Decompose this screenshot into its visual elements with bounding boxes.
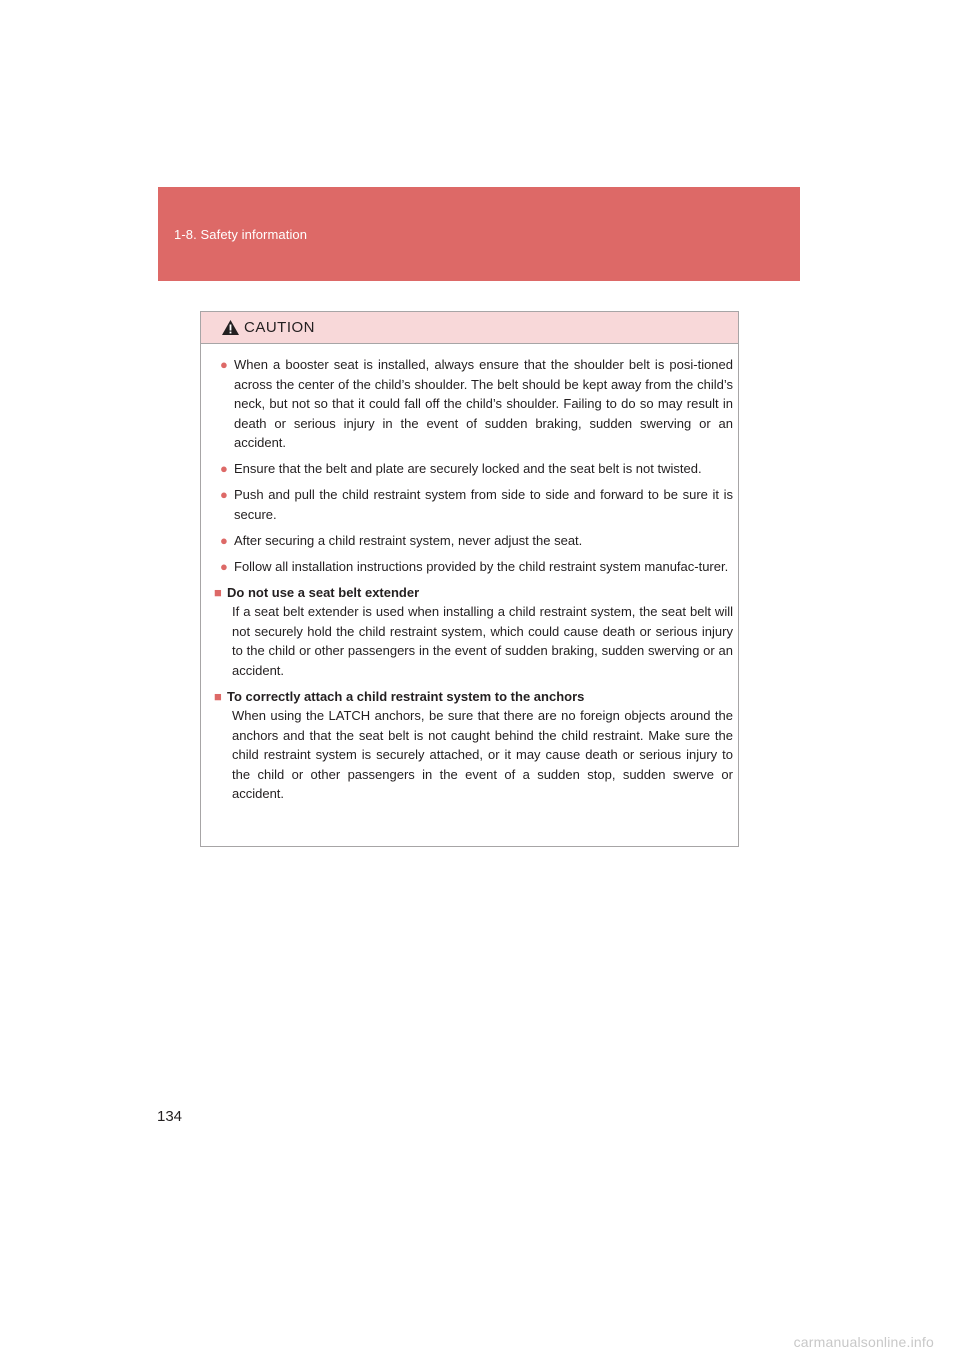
section-title: 1-8. Safety information <box>174 227 308 242</box>
caution-body <box>201 344 738 804</box>
square-bullet-icon: ■ <box>214 584 222 600</box>
caution-bullet: ● Ensure that the belt and plate are securely locked and the seat belt is not twisted. <box>214 459 733 479</box>
subsection-heading: ■ Do not use a seat belt extender <box>214 583 733 603</box>
caution-box <box>200 311 739 847</box>
bullet-circle-icon: ● <box>220 487 228 502</box>
caution-bullet: ● When a booster seat is installed, always ensure that the shoulder belt is posi-tioned across the center of the child’s shoulder. The belt should be kept away from the child’s neck, but not so that it could fall off the child’s shoulder. Failing to do so may result in death or serious injury in the event of sudden braking, sudden swerving or an accident. <box>220 357 733 450</box>
section-header-band <box>158 187 800 281</box>
caution-title: CAUTION <box>244 319 315 336</box>
caution-header <box>201 312 738 344</box>
bullet-circle-icon: ● <box>220 357 228 372</box>
bullet-circle-icon: ● <box>220 532 228 548</box>
caution-bullet: ● After securing a child restraint system, never adjust the seat. <box>214 531 733 551</box>
subsection-heading: ■ To correctly attach a child restraint system to the anchors <box>214 687 733 707</box>
bullet-circle-icon: ● <box>220 461 228 476</box>
watermark: carmanualsonline.info <box>793 1334 934 1350</box>
bullet-circle-icon: ● <box>220 558 228 574</box>
warning-triangle-icon <box>221 319 240 336</box>
subsection-text: When using the LATCH anchors, be sure that there are no foreign objects around the anchors and that the seat belt is not caught behind the child restraint. Make sure the child restraint system is securely attached, or it may cause death or serious injury to the child or other passengers in the event of a sudden stop, sudden swerve or accident. <box>232 708 733 801</box>
page-number: 134 <box>157 1108 183 1125</box>
caution-bullet: ● Push and pull the child restraint system from side to side and forward to be sure it is secure. <box>220 487 733 522</box>
caution-bullet: ● Follow all installation instructions provided by the child restraint system manufac-turer. <box>214 557 733 577</box>
subsection-text: If a seat belt extender is used when installing a child restraint system, the seat belt will not securely hold the child restraint system, which could cause death or serious injury to the child or other passengers in the event of sudden braking, sudden swerving or an accident. <box>232 604 733 678</box>
square-bullet-icon: ■ <box>214 688 222 704</box>
